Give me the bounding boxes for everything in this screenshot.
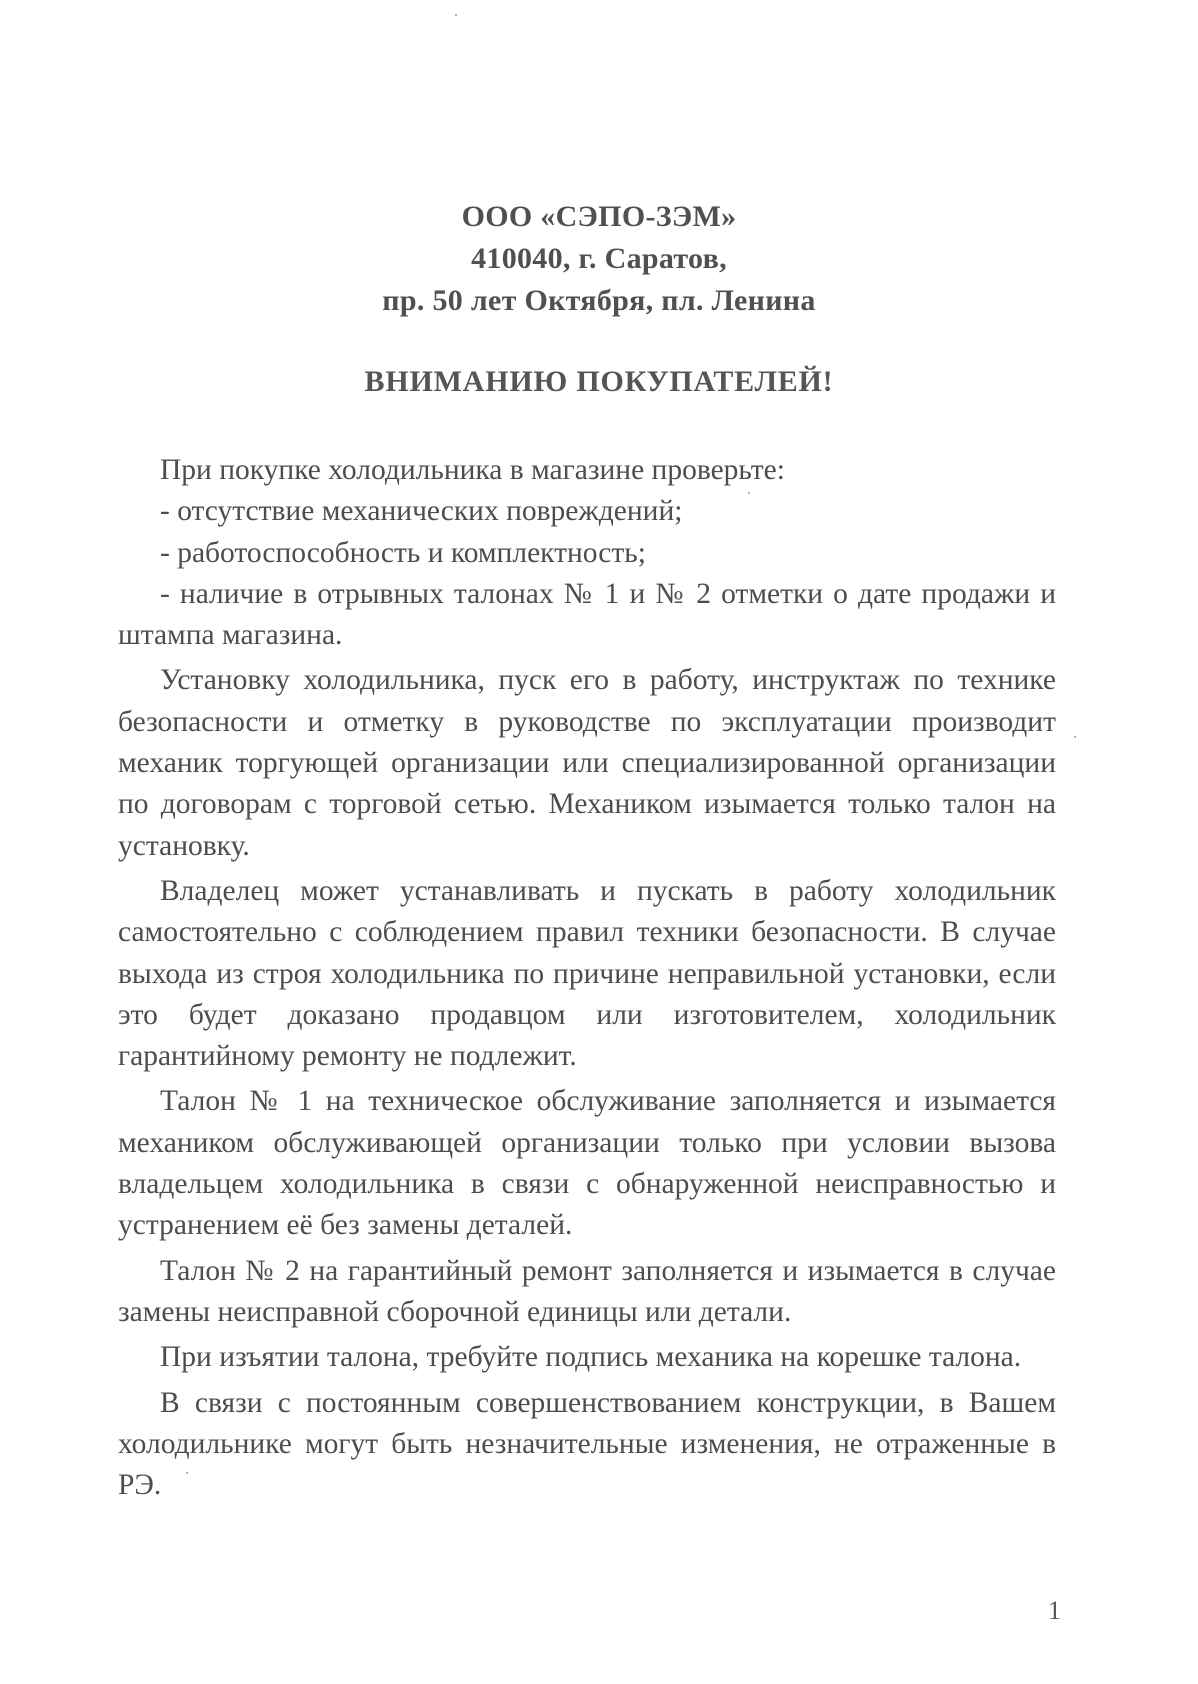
- company-header: [0, 196, 1198, 322]
- paragraph-owner-installation: Владелец может устанавливать и пускать в работу холодильник самостоятельно с соблюдением правил техники безопасности. В случае выхода из строя холодильника по причине неправильной установки, если это будет доказано продавцом или изготовителем, холодильник гарантийному ремонту не подлежит.: [118, 874, 1056, 1073]
- paragraph-installation: Установку холодильника, пуск его в работу, инструктаж по технике безопасности и отметку в руководстве по эксплуатации производит механик торгующей организации или специализированной организации по договорам с торговой сетью. Механиком изымается только талон на установку.: [118, 664, 1056, 862]
- page-number: 1: [1048, 1596, 1061, 1625]
- scan-speck: [1074, 736, 1076, 738]
- scan-speck: [186, 1472, 188, 1474]
- checklist-item-operability: - работоспособность и комплектность;: [160, 536, 646, 569]
- paragraph-coupon-signature: При изъятии талона, требуйте подпись механика на корешке талона.: [160, 1341, 1022, 1374]
- address-line-1: 410040, г. Саратов,: [471, 242, 727, 275]
- scan-speck: [455, 14, 457, 16]
- paragraph-intro: При покупке холодильника в магазине проверьте:: [160, 454, 785, 486]
- paragraph-coupon-1: Талон № 1 на техническое обслуживание заполняется и изымается механиком обслуживающей организации только при условии вызова владельцем холодильника в связи с обнаруженной неисправностью и устранением её без замены деталей.: [118, 1085, 1056, 1242]
- notice-title: ВНИМАНИЮ ПОКУПАТЕЛЕЙ!: [364, 365, 834, 398]
- scan-speck: [748, 492, 750, 494]
- notice-body: [118, 450, 1056, 1506]
- checklist-item-coupons: - наличие в отрывных талонах № 1 и № 2 отметки о дате продажи и штампа магазина.: [118, 577, 1056, 652]
- address-line-2: пр. 50 лет Октября, пл. Ленина: [382, 284, 816, 317]
- paragraph-design-changes: В связи с постоянным совершенствованием конструкции, в Вашем холодильнике могут быть незначительные изменения, не отраженные в РЭ.: [118, 1386, 1056, 1502]
- company-name: ООО «СЭПО-ЗЭМ»: [461, 200, 737, 233]
- checklist-item-damage: - отсутствие механических повреждений;: [160, 495, 683, 528]
- paragraph-coupon-2: Талон № 2 на гарантийный ремонт заполняется и изымается в случае замены неисправной сборочной единицы или детали.: [118, 1254, 1056, 1328]
